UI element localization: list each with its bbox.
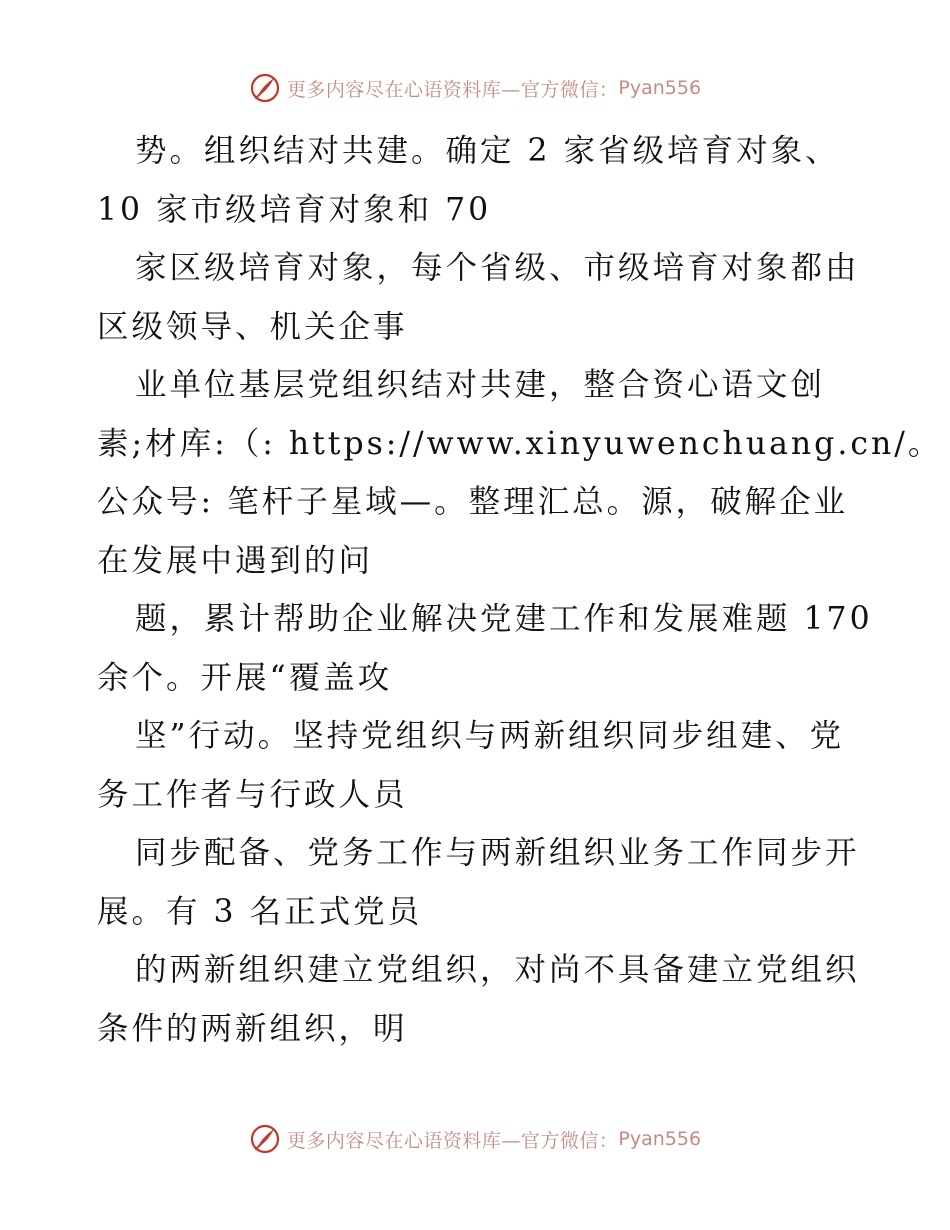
text-line: 在发展中遇到的问 <box>97 542 374 579</box>
text-line: 区级领导、机关企事 <box>97 308 408 345</box>
text-line: 家区级培育对象，每个省级、市级培育对象都由 <box>135 250 860 286</box>
text-line: 务工作者与行政人员 <box>97 776 408 813</box>
feather-quill-logo-icon <box>249 1123 281 1155</box>
text-line: 余个。开展“覆盖攻 <box>97 659 393 696</box>
feather-quill-logo-icon <box>249 72 281 104</box>
text-line: 展。有 3 名正式党员 <box>97 893 423 930</box>
text-line: 业单位基层党组织结对共建，整合资心语文创 <box>135 367 826 403</box>
text-line: 同步配备、党务工作与两新组织业务工作同步开 <box>135 835 860 871</box>
wechat-id: Pyan556 <box>618 1128 702 1150</box>
text-line: 素;材库:（: https://www.xinyuwenchuang.cn/。 <box>97 425 943 462</box>
text-line: 公众号: 笔杆子星域—。整理汇总。源，破解企业 <box>97 484 849 520</box>
text-line: 势。组织结对共建。确定 2 家省级培育对象、 <box>135 133 840 169</box>
footer-banner <box>0 1123 950 1155</box>
header-banner <box>0 72 950 104</box>
text-line: 题，累计帮助企业解决党建工作和发展难题 170 <box>135 601 873 637</box>
banner-text: 更多内容尽在心语资料库—官方微信： <box>286 78 619 101</box>
text-line: 的两新组织建立党组织，对尚不具备建立党组织 <box>135 952 860 988</box>
text-line: 10 家市级培育对象和 70 <box>97 191 492 228</box>
banner-text: 更多内容尽在心语资料库—官方微信： <box>286 1129 619 1152</box>
text-line: 条件的两新组织，明 <box>97 1010 408 1047</box>
wechat-id: Pyan556 <box>618 77 702 99</box>
document-body <box>97 122 943 1058</box>
text-line: 坚”行动。坚持党组织与两新组织同步组建、党 <box>135 718 845 754</box>
